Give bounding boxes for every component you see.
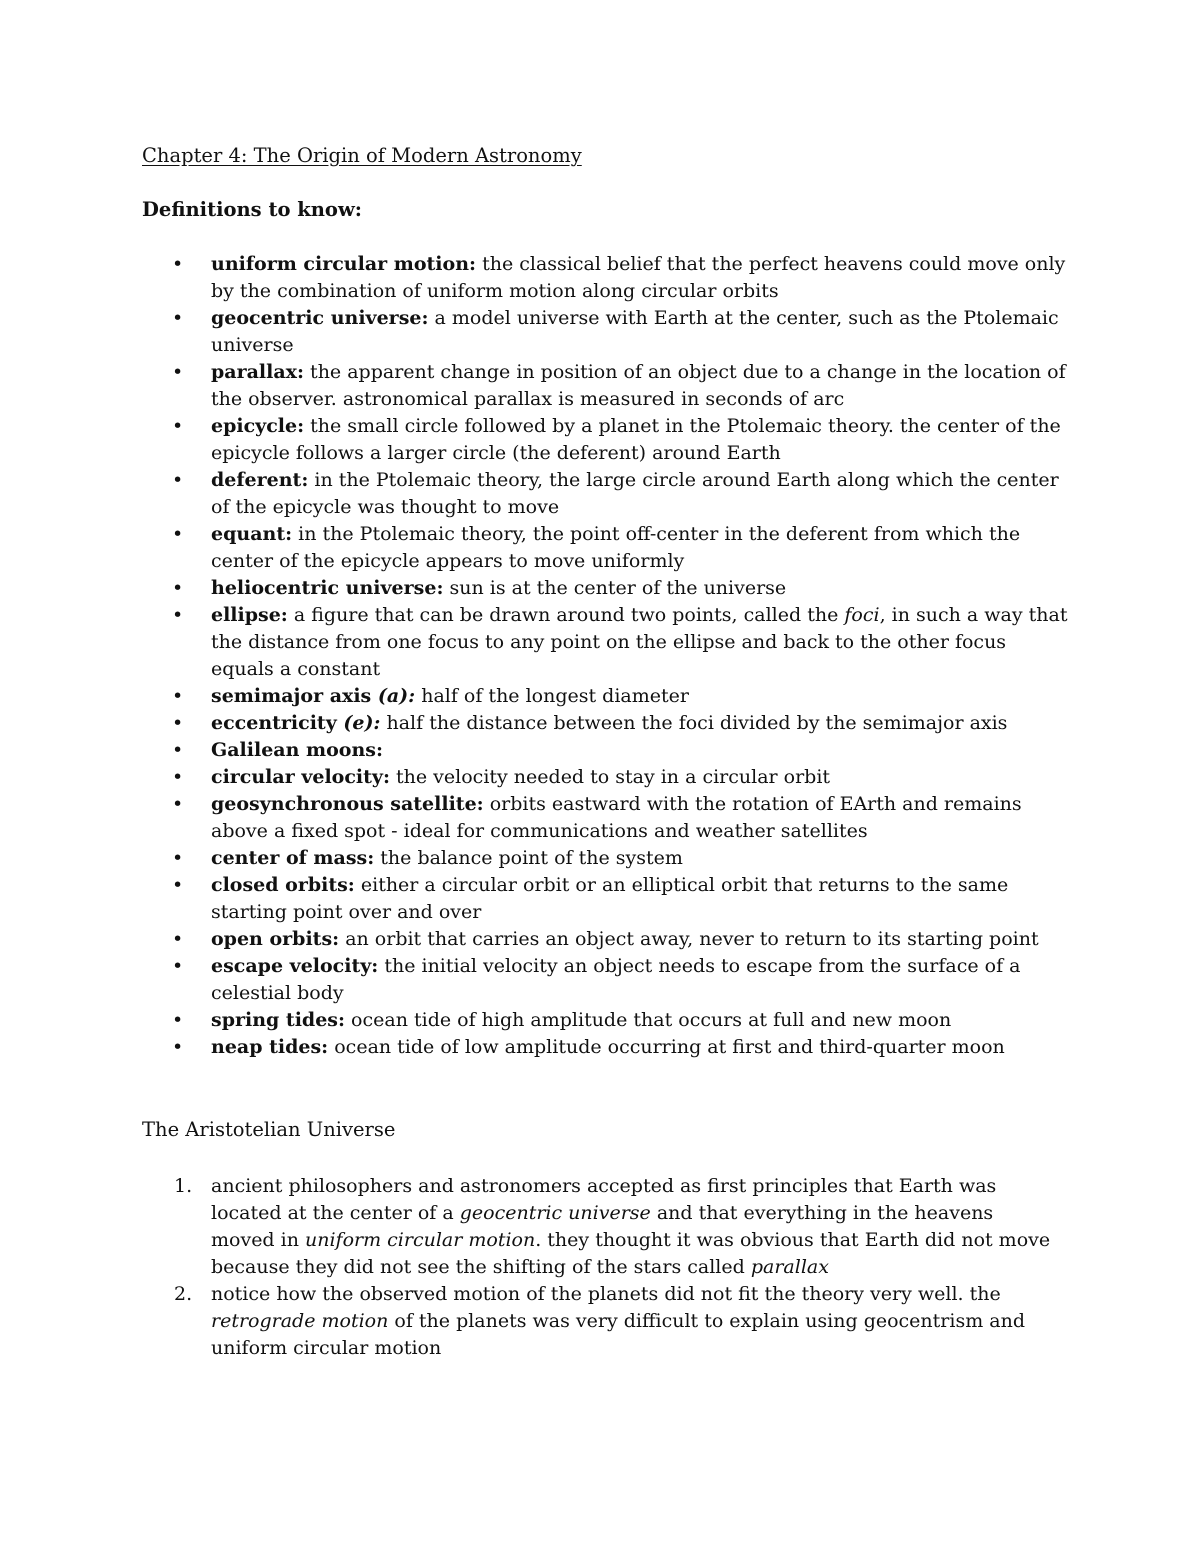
definition-text: an orbit that carries an object away, never to return to its starting point <box>339 928 1039 950</box>
definition-emphasis: foci <box>844 604 880 626</box>
definition-term: spring tides: <box>211 1009 346 1031</box>
bullet-icon: • <box>172 847 184 869</box>
list-number: 2. <box>174 1283 193 1305</box>
list-item <box>0 764 1200 791</box>
list-number: 1. <box>174 1175 193 1197</box>
definition-text: in the Ptolemaic theory, the large circle around Earth along which the center of the epicycle was thought to move <box>211 469 1059 518</box>
list-item <box>0 737 1200 764</box>
definition-text: half the distance between the foci divided by the semimajor axis <box>380 712 1008 734</box>
definition-term: geocentric universe: <box>211 307 429 329</box>
definitions-list <box>0 251 1200 1061</box>
bullet-icon: • <box>172 712 184 734</box>
list-item <box>0 1173 1200 1281</box>
definition-term: ellipse: <box>211 604 288 626</box>
definition-text: sun is at the center of the universe <box>443 577 787 599</box>
list-text: and that everything in the heavens moved in <box>211 1202 994 1251</box>
definition-term: circular velocity: <box>211 766 390 788</box>
list-item <box>0 251 1200 305</box>
numbered-list <box>0 1173 1200 1362</box>
definition-term-symbol: (e): <box>336 712 381 734</box>
list-item <box>0 602 1200 683</box>
definition-term: epicycle: <box>211 415 305 437</box>
list-item <box>0 791 1200 845</box>
definition-term: closed orbits: <box>211 874 355 896</box>
section-title: The Aristotelian Universe <box>142 1118 396 1141</box>
list-emphasis: geocentric universe <box>459 1202 651 1224</box>
definition-term: Galilean moons: <box>211 739 383 761</box>
definition-text: the initial velocity an object needs to escape from the surface of a celestial body <box>211 955 1021 1004</box>
bullet-icon: • <box>172 604 184 626</box>
list-item <box>0 953 1200 1007</box>
bullet-icon: • <box>172 739 184 761</box>
definition-term: center of mass: <box>211 847 375 869</box>
definition-term: neap tides: <box>211 1036 329 1058</box>
bullet-icon: • <box>172 577 184 599</box>
list-text: of the planets was very difficult to explain using geocentrism and uniform circular motion <box>211 1310 1025 1359</box>
list-emphasis: uniform circular motion <box>305 1229 536 1251</box>
definition-text: , in such a way that the distance from one focus to any point on the ellipse and back to the other focus equals a constant <box>211 604 1068 680</box>
definition-text: the classical belief that the perfect heavens could move only by the combination of uniform motion along circular orbits <box>211 253 1066 302</box>
list-item <box>0 305 1200 359</box>
definition-text: a figure that can be drawn around two points, called the <box>287 604 845 626</box>
definition-term: eccentricity <box>211 712 337 734</box>
list-text: notice how the observed motion of the planets did not fit the theory very well. the <box>211 1283 1001 1305</box>
list-item <box>0 1281 1200 1362</box>
list-item <box>0 710 1200 737</box>
definition-text: either a circular orbit or an elliptical orbit that returns to the same starting point over and over <box>211 874 1009 923</box>
list-item <box>0 575 1200 602</box>
list-emphasis: retrograde motion <box>211 1310 389 1332</box>
definition-text: half of the longest diameter <box>415 685 689 707</box>
definition-text: the balance point of the system <box>374 847 683 869</box>
list-item <box>0 926 1200 953</box>
definition-term: open orbits: <box>211 928 340 950</box>
definition-term: escape velocity: <box>211 955 379 977</box>
list-item <box>0 845 1200 872</box>
list-emphasis: parallax <box>750 1256 829 1278</box>
list-item <box>0 413 1200 467</box>
bullet-icon: • <box>172 361 184 383</box>
definition-term: parallax: <box>211 361 305 383</box>
bullet-icon: • <box>172 415 184 437</box>
bullet-icon: • <box>172 307 184 329</box>
definition-term: deferent: <box>211 469 309 491</box>
definition-term: geosynchronous satellite: <box>211 793 484 815</box>
definition-text: the apparent change in position of an object due to a change in the location of the observer. astronomical parallax is measured in seconds of arc <box>211 361 1066 410</box>
list-item <box>0 359 1200 413</box>
bullet-icon: • <box>172 928 184 950</box>
chapter-title: Chapter 4: The Origin of Modern Astronomy <box>142 144 582 167</box>
bullet-icon: • <box>172 793 184 815</box>
definition-term: equant: <box>211 523 293 545</box>
definition-text: in the Ptolemaic theory, the point off-center in the deferent from which the center of the epicycle appears to move uniformly <box>211 523 1021 572</box>
list-text: . they thought it was obvious that Earth did not move because they did not see the shifting of the stars called <box>211 1229 1051 1278</box>
definition-term: semimajor axis <box>211 685 372 707</box>
list-item <box>0 872 1200 926</box>
bullet-icon: • <box>172 253 184 275</box>
definition-term-symbol: (a): <box>371 685 416 707</box>
list-item <box>0 1007 1200 1034</box>
bullet-icon: • <box>172 523 184 545</box>
definitions-heading: Definitions to know: <box>142 198 362 221</box>
definition-text: the small circle followed by a planet in the Ptolemaic theory. the center of the epicycle follows a larger circle (the deferent) around Earth <box>211 415 1061 464</box>
list-text: ancient philosophers and astronomers accepted as first principles that Earth was located at the center of a <box>211 1175 997 1224</box>
bullet-icon: • <box>172 766 184 788</box>
definition-text: ocean tide of low amplitude occurring at first and third-quarter moon <box>328 1036 1005 1058</box>
bullet-icon: • <box>172 1009 184 1031</box>
list-item <box>0 521 1200 575</box>
bullet-icon: • <box>172 955 184 977</box>
definition-text: ocean tide of high amplitude that occurs at full and new moon <box>345 1009 952 1031</box>
bullet-icon: • <box>172 685 184 707</box>
bullet-icon: • <box>172 874 184 896</box>
definition-text: a model universe with Earth at the center, such as the Ptolemaic universe <box>211 307 1059 356</box>
definition-text: orbits eastward with the rotation of EArth and remains above a fixed spot - ideal for communications and weather satellites <box>211 793 1022 842</box>
list-item <box>0 467 1200 521</box>
bullet-icon: • <box>172 1036 184 1058</box>
definition-text: the velocity needed to stay in a circular orbit <box>389 766 831 788</box>
definition-term: heliocentric universe: <box>211 577 444 599</box>
list-item <box>0 683 1200 710</box>
definition-term: uniform circular motion: <box>211 253 477 275</box>
list-item <box>0 1034 1200 1061</box>
bullet-icon: • <box>172 469 184 491</box>
